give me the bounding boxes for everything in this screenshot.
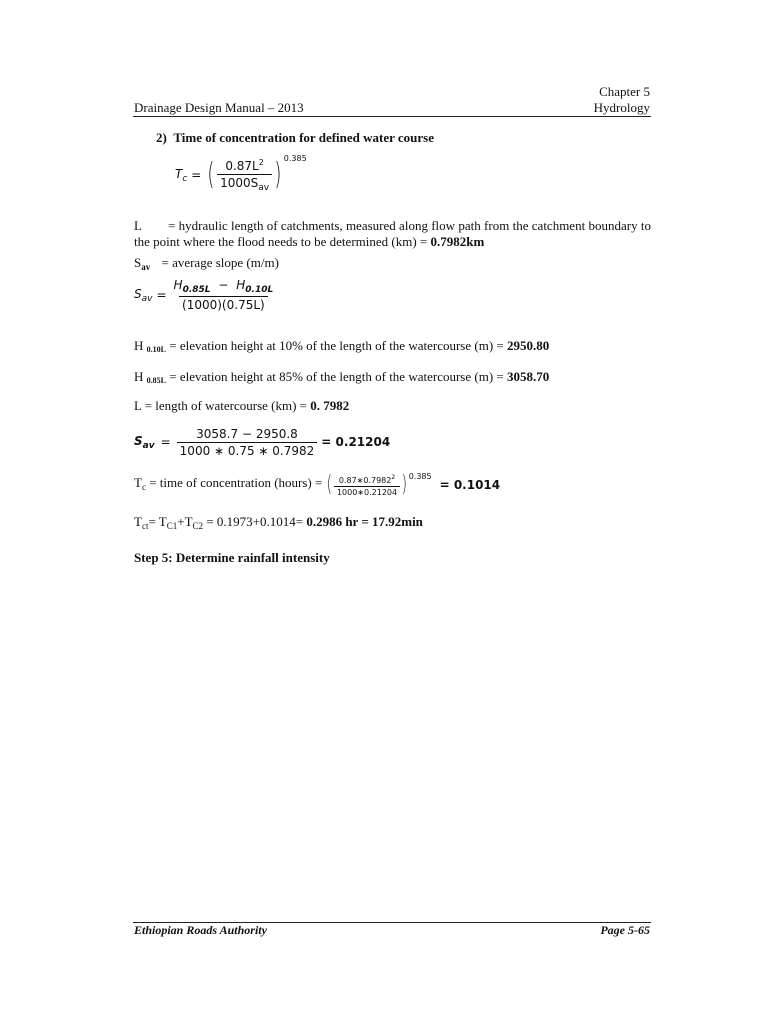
h085-line: H 0.85L = elevation height at 85% of the length of the watercourse (m) = 3058.70 (134, 369, 550, 385)
tc-left-paren: ( (207, 157, 215, 192)
def-sav: $S_{av}$ = average slope (m/m) (134, 255, 279, 272)
def-l-symbol: L (134, 218, 142, 233)
tc-exponent: 0.385 (283, 154, 307, 163)
h010-line: H 0.10L = elevation height at 10% of the length of the watercourse (m) = 2950.80 (134, 338, 550, 354)
footer-page-number: Page 5-65 (600, 923, 650, 937)
header-section: Hydrology (593, 100, 650, 115)
section-title: 2) Time of concentration for defined water course (156, 130, 435, 145)
def-l-value: 0.7982km (430, 234, 485, 249)
formula-sav: $S_{av}$ = $\frac{H_{0.85L} - H_{0.10L}}{(1000)(0.75L)}$ (134, 276, 276, 314)
calc-tc: $T_c$ = time of concentration (hours) = ( $\frac{0.87∗0.7982^2}{1000∗0.21204}$ ) 0.385 = 0.1014 (134, 471, 501, 497)
calc-sav-result: = 0.21204 (321, 435, 391, 449)
header-rule (133, 116, 651, 117)
calc-tc-fraction: $\frac{0.87∗0.7982^2}{1000∗0.21204}$ (334, 474, 400, 497)
total-line: $T_{ct}= T_{C1}+T_{C2} = 0.1973+0.1014= 0.2986$ hr = 17.92min (134, 514, 423, 531)
calc-sav-fraction: $\frac{3058.7 - 2950.8}{1000 ∗ 0.75 ∗ 0.7982}$ (177, 427, 318, 458)
header-manual-title: Drainage Design Manual – 2013 (134, 100, 304, 115)
tc-lhs: $T_c$ (175, 166, 188, 184)
calc-sav: $S_{av}$ = $\frac{3058.7 - 2950.8}{1000 ∗ 0.75 ∗ 0.7982}$ = 0.21204 (134, 426, 391, 458)
tc-eq: = (191, 168, 202, 182)
step5-heading: Step 5: Determine rainfall intensity (134, 550, 330, 565)
header-chapter: Chapter 5 (599, 84, 650, 99)
sav-fraction: $\frac{H_{0.85L} - H_{0.10L}}{(1000)(0.75L)}$ (173, 278, 274, 312)
def-l-text: = hydraulic length of catchments, measured along flow path from the catchment boundary to the point where the flood needs to be determined (km) = 0.7982km (134, 218, 651, 249)
footer-authority: Ethiopian Roads Authority (134, 923, 267, 937)
calc-tc-result: = 0.1014 (439, 478, 501, 492)
calc-tc-exponent: 0.385 (408, 471, 432, 481)
formula-tc (175, 152, 307, 198)
tc-right-paren: ) (274, 157, 282, 192)
length-line: L = length of watercourse (km) = 0. 7982 (134, 398, 350, 413)
tc-fraction: $\frac{0.87L^2}{1000S_{av}}$ (217, 158, 272, 193)
